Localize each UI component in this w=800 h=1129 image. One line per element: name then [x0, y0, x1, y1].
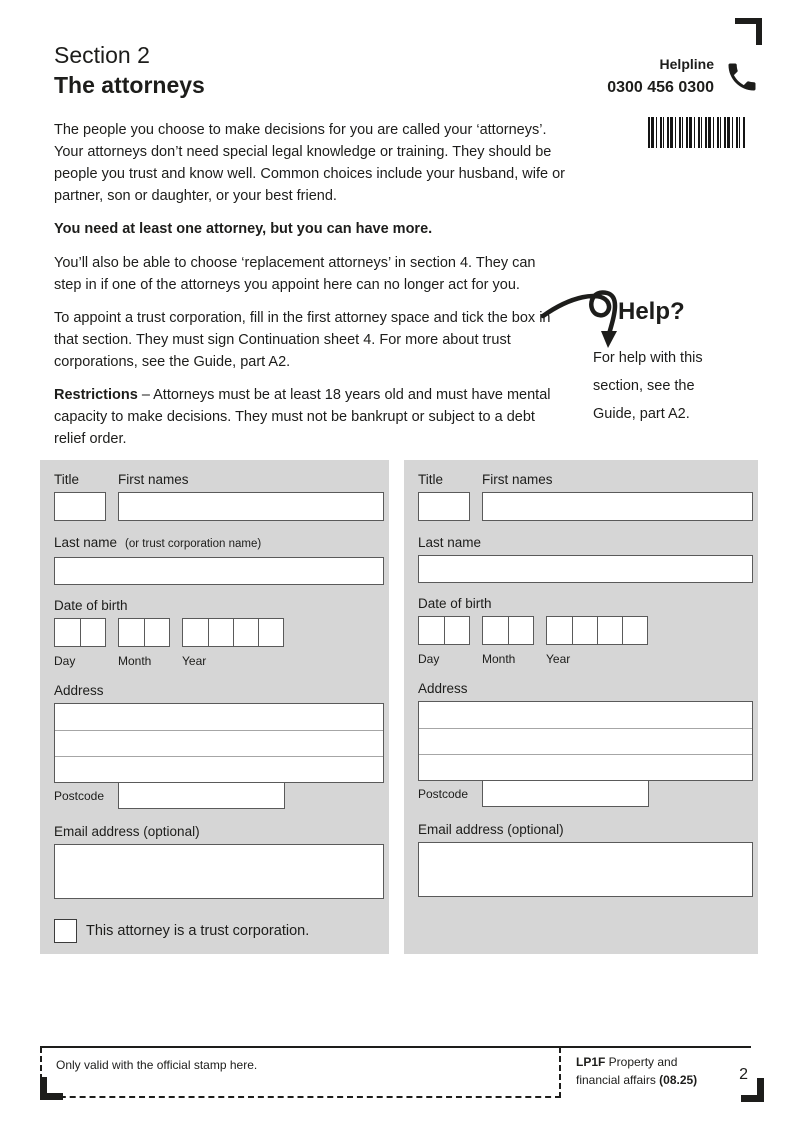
dob-month-digit-1[interactable]: [483, 617, 508, 644]
address-line-3-input[interactable]: [55, 756, 383, 782]
attorney-panel-1: [40, 460, 389, 954]
dob-day-digit-1[interactable]: [55, 619, 80, 646]
form-version: (08.25): [659, 1073, 698, 1087]
intro-paragraph-1: The people you choose to make decisions for you are called your ‘attorneys’. Your attorneys don’t need special legal knowledge or training. They should be people you trust and know well. Common choices include your husband, wife or partner, son or daughter, or your best friend.: [54, 122, 565, 204]
page-title: The attorneys: [54, 72, 205, 98]
dob-month-digit-2[interactable]: [508, 617, 533, 644]
address-label: Address: [418, 681, 468, 696]
intro-paragraph-3: You’ll also be able to choose ‘replacement attorneys’ in section 4. They can step in if one of the attorneys you appoint here can no longer act for you.: [54, 255, 536, 293]
dob-day-boxes: [418, 616, 470, 645]
last-name-note: (or trust corporation name): [125, 538, 262, 550]
official-stamp-box: [40, 1047, 561, 1098]
dob-day-digit-2[interactable]: [444, 617, 469, 644]
email-label: Email address (optional): [54, 824, 200, 839]
title-label: Title: [54, 472, 80, 487]
address-line-1-input[interactable]: [55, 704, 383, 730]
address-line-3-input[interactable]: [419, 754, 752, 780]
dob-year-digit-1[interactable]: [547, 617, 572, 644]
last-name-label: Last name: [418, 535, 482, 550]
help-title: Help?: [618, 298, 685, 325]
dob-year-digit-2[interactable]: [572, 617, 597, 644]
section-label: Section 2: [54, 42, 150, 68]
stamp-note: Only valid with the official stamp here.: [56, 1058, 258, 1072]
postcode-label: Postcode: [54, 789, 105, 803]
first-names-label: First names: [118, 472, 189, 487]
form-code: LP1F: [576, 1055, 606, 1069]
dob-month-digit-1[interactable]: [119, 619, 144, 646]
intro-copy: [54, 119, 566, 461]
email-input[interactable]: [54, 844, 384, 899]
title-label: Title: [418, 472, 444, 487]
form-desc-line2: financial affairs: [576, 1073, 660, 1087]
dob-year-digit-2[interactable]: [208, 619, 233, 646]
helpline-number: 0300 456 0300: [607, 79, 714, 96]
form-identifier: [576, 1053, 697, 1089]
attorney-panel-2: [404, 460, 758, 954]
page-number: 2: [739, 1066, 748, 1083]
first-names-label: First names: [482, 472, 553, 487]
restrictions-text: – Attorneys must be at least 18 years old and must have mental capacity to make decisions. They must not be bankrupt or subject to a debt relief order.: [54, 387, 551, 447]
dob-year-digit-3[interactable]: [233, 619, 258, 646]
postcode-label: Postcode: [418, 787, 469, 801]
dob-day-digit-1[interactable]: [419, 617, 444, 644]
dob-year-boxes: [182, 618, 284, 647]
last-name-input[interactable]: [418, 555, 753, 583]
helpline-label: Helpline: [659, 56, 714, 72]
restrictions-label: Restrictions: [54, 387, 138, 403]
dob-label: Date of birth: [54, 598, 128, 613]
intro-paragraph-4: To appoint a trust corporation, fill in the first attorney space and tick the box in that section. They must sign Continuation sheet 4. For more about trust corporations, see the Guide, part A2.: [54, 310, 551, 370]
corner-bracket-top-right: [735, 18, 762, 45]
address-box: [54, 703, 384, 783]
month-label: Month: [118, 654, 152, 668]
barcode: [648, 117, 745, 148]
day-label: Day: [418, 652, 440, 666]
first-names-input[interactable]: [482, 492, 753, 521]
address-line-2-input[interactable]: [419, 728, 752, 754]
address-label: Address: [54, 683, 104, 698]
address-line-1-input[interactable]: [419, 702, 752, 728]
address-box: [418, 701, 753, 781]
dob-year-digit-4[interactable]: [622, 617, 647, 644]
dob-unit-labels: [418, 652, 753, 666]
helpline-block: [540, 56, 760, 97]
year-label: Year: [546, 652, 571, 666]
title-input[interactable]: [418, 492, 470, 521]
trust-corporation-label: This attorney is a trust corporation.: [86, 923, 310, 939]
last-name-label: Last name (or trust corporation name): [54, 535, 262, 550]
dob-month-boxes: [118, 618, 170, 647]
phone-icon: [724, 59, 760, 95]
dob-month-boxes: [482, 616, 534, 645]
first-names-input[interactable]: [118, 492, 384, 521]
dob-year-digit-4[interactable]: [258, 619, 283, 646]
dob-year-digit-1[interactable]: [183, 619, 208, 646]
help-text: For help with this section, see the Guide, part A2.: [593, 350, 703, 422]
postcode-input[interactable]: [482, 781, 649, 807]
dob-month-digit-2[interactable]: [144, 619, 169, 646]
day-label: Day: [54, 654, 76, 668]
title-input[interactable]: [54, 492, 106, 521]
dob-unit-labels: [54, 654, 384, 668]
email-input[interactable]: [418, 842, 753, 897]
postcode-input[interactable]: [118, 783, 285, 809]
intro-paragraph-2: You need at least one attorney, but you can have more.: [54, 221, 433, 237]
last-name-input[interactable]: [54, 557, 384, 585]
year-label: Year: [182, 654, 207, 668]
month-label: Month: [482, 652, 516, 666]
email-label: Email address (optional): [418, 822, 564, 837]
dob-label: Date of birth: [418, 596, 492, 611]
intro-restrictions: [54, 384, 566, 450]
trust-corporation-checkbox[interactable]: [54, 919, 77, 943]
dob-day-digit-2[interactable]: [80, 619, 105, 646]
address-line-2-input[interactable]: [55, 730, 383, 756]
form-desc-line1: Property and: [605, 1055, 678, 1069]
dob-year-digit-3[interactable]: [597, 617, 622, 644]
dob-day-boxes: [54, 618, 106, 647]
dob-year-boxes: [546, 616, 648, 645]
